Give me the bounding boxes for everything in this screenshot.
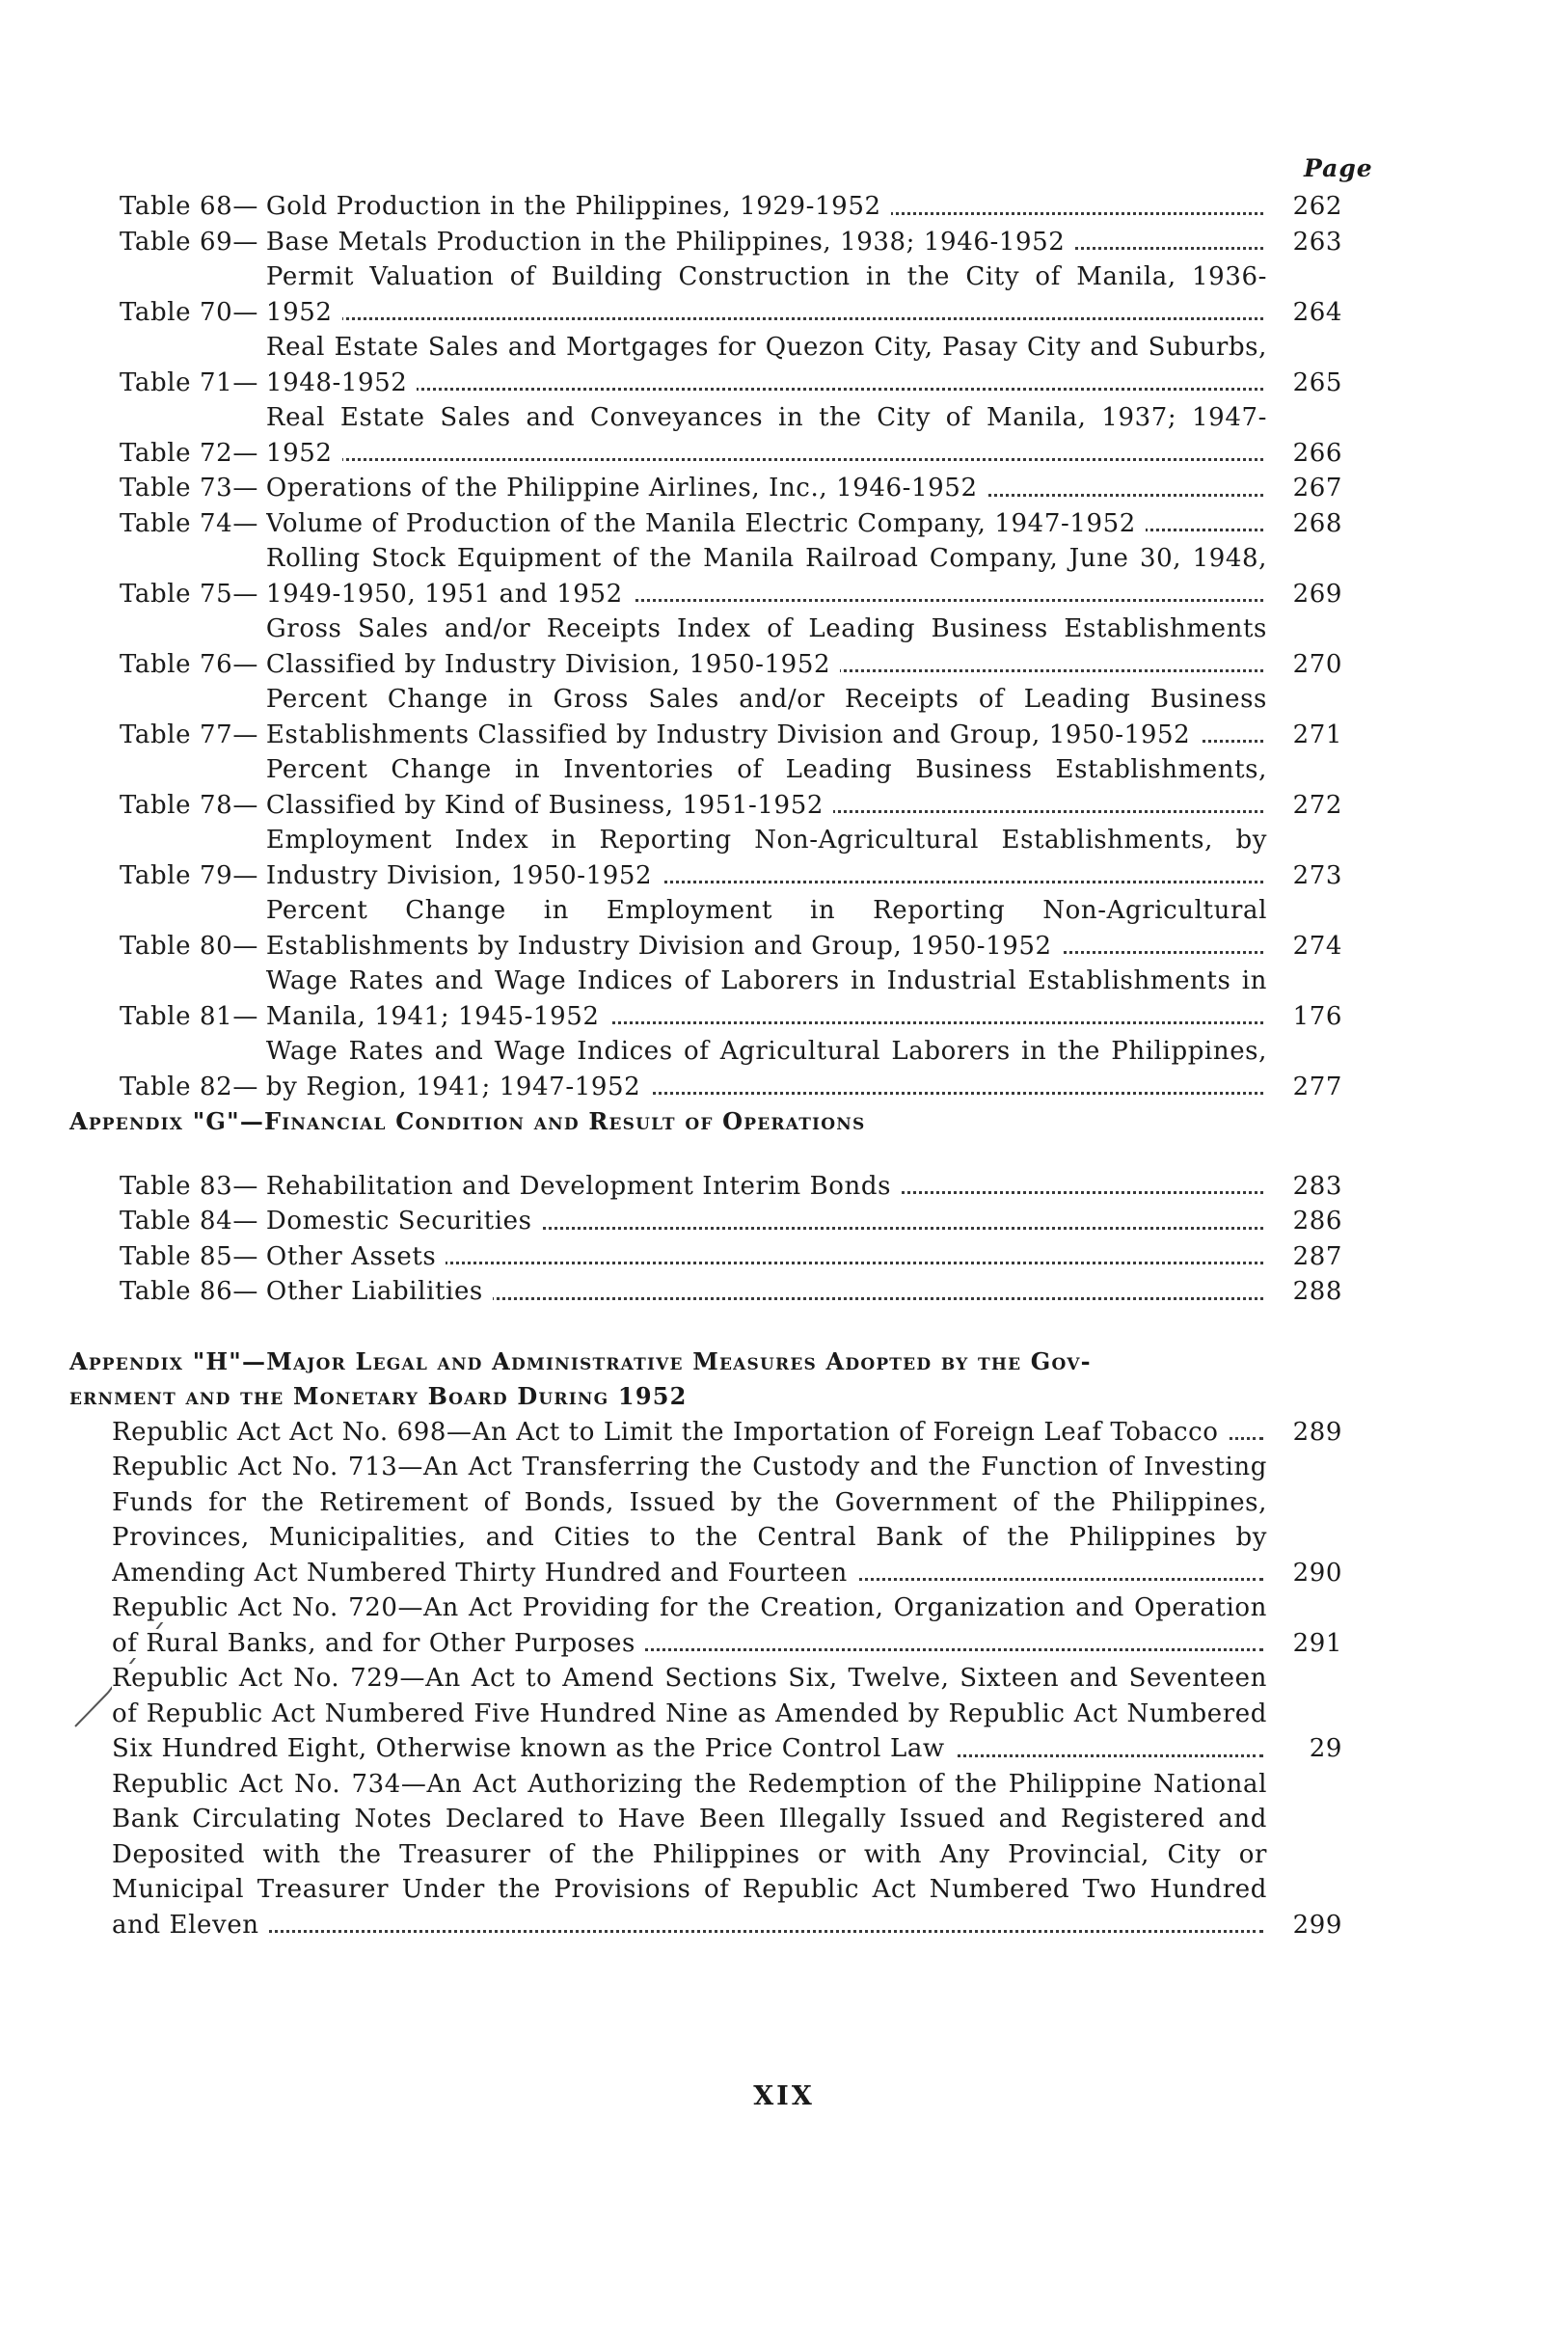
entry-label: Table 80—: [120, 931, 258, 961]
entry-title: Domestic Securities: [266, 1207, 542, 1236]
entry-description: [266, 259, 1267, 330]
table-entry: [69, 752, 1342, 823]
entry-label: Table 74—: [120, 508, 258, 538]
entry-text-wrap: [266, 259, 1267, 330]
entry-text-wrap: [266, 189, 1267, 225]
act-entry: [69, 1415, 1342, 1451]
entry-label: Table 73—: [120, 474, 258, 503]
act-entry: [69, 1661, 1342, 1767]
entry-text-wrap: [266, 1204, 1267, 1239]
entry-label: Table 79—: [120, 860, 258, 890]
table-entry: [69, 189, 1342, 225]
entry-page-number: 269: [1292, 579, 1342, 609]
entry-description: [266, 1274, 1267, 1310]
appendix-g-list: [69, 1169, 1342, 1310]
entry-description: [266, 189, 1267, 225]
entry-text-wrap: [266, 1169, 1267, 1205]
table-entry: [69, 225, 1342, 260]
entry-text-wrap: [112, 1450, 1267, 1590]
entry-page-number: 267: [1292, 474, 1342, 503]
entry-title: Wage Rates and Wage Indices of Laborers in Industrial Establishments in Manila, 1941; 1945-1952: [265, 966, 1267, 1031]
entry-label: Table 68—: [120, 192, 258, 221]
entry-title: Real Estate Sales and Conveyances in the City of Manila, 1937; 1947-1952: [265, 403, 1267, 468]
entry-text-wrap: [266, 752, 1267, 823]
table-entry: [69, 541, 1342, 611]
entry-description: [266, 506, 1267, 542]
entry-description: [112, 1590, 1267, 1661]
entry-page-number: 277: [1292, 1072, 1342, 1101]
entry-text-wrap: [266, 400, 1267, 471]
entry-page-number: 176: [1292, 1001, 1342, 1031]
entry-title: Gross Sales and/or Receipts Index of Leading Business Establishments Classified by Industry Division, 1950-1952: [265, 614, 1267, 679]
entry-description: [112, 1661, 1267, 1767]
entry-page-number: 29: [1309, 1734, 1342, 1763]
entry-label: Table 86—: [120, 1277, 258, 1306]
entry-page-number: 262: [1292, 192, 1342, 221]
entry-page-number: 265: [1292, 367, 1342, 397]
entry-title: Percent Change in Inventories of Leading Business Establishments, Classified by Kind of Business, 1951-1952: [265, 755, 1267, 820]
table-entry: [69, 471, 1342, 506]
entry-page-number: 291: [1292, 1628, 1342, 1658]
table-entry: [69, 1239, 1342, 1275]
table-entry: [69, 682, 1342, 752]
entry-title: Rehabilitation and Development Interim Bonds: [266, 1172, 901, 1201]
act-entry: [69, 1767, 1342, 1943]
entry-title: Percent Change in Gross Sales and/or Receipts of Leading Business Establishments Classified by Industry Division and Group, 1950-1952: [265, 685, 1267, 749]
entry-page-number: 289: [1292, 1417, 1342, 1447]
entry-label: Table 83—: [120, 1171, 258, 1201]
entry-text-wrap: [266, 823, 1267, 893]
entry-title: Republic Act No. 734—An Act Authorizing the Redemption of the Philippine National Bank Circulating Notes Declared to Have Been Illegally Issued and Registered and Deposited with the Treasurer of the Philippines or with Any Provincial, City or Municipal Treasurer Under the Provisions of Republic Act Numbered Two Hundred and Eleven: [112, 1769, 1267, 1940]
entry-page-number: 287: [1292, 1241, 1342, 1271]
entry-title: Republic Act No. 729—An Act to Amend Sections Six, Twelve, Sixteen and Seventeen of Republic Act Numbered Five Hundred Nine as Amended by Republic Act Numbered Six Hundred Eight, Otherwise known as the Price Control Law: [112, 1664, 1267, 1763]
entry-page-number: 268: [1292, 508, 1342, 538]
entry-page-number: 263: [1292, 227, 1342, 257]
appendix-g-heading: Appendix "G"—Financial Condition and Result of Operations: [69, 1107, 866, 1135]
entry-description: [266, 330, 1267, 400]
entry-description: [266, 682, 1267, 752]
table-entry: [69, 823, 1342, 893]
entry-description: [112, 1767, 1267, 1943]
entry-label: Table 82—: [120, 1072, 258, 1101]
entry-description: [266, 541, 1267, 611]
table-entry: [69, 893, 1342, 964]
entry-label: Table 75—: [120, 579, 258, 609]
entry-page-number: 271: [1292, 720, 1342, 749]
entry-description: [266, 1034, 1267, 1104]
table-entry: [69, 259, 1342, 330]
entry-text-wrap: [112, 1661, 1267, 1767]
table-entry: [69, 611, 1342, 682]
entry-text-wrap: [112, 1590, 1267, 1661]
entry-title: Volume of Production of the Manila Electric Company, 1947-1952: [266, 509, 1146, 538]
entry-title: Republic Act No. 713—An Act Transferring the Custody and the Function of Investing Funds for the Retirement of Bonds, Issued by the Government of the Philippines, Provinces, Municipalities, and Cities to the Central Bank of the Philippines by Amending Act Numbered Thirty Hundred and Fourteen: [112, 1453, 1267, 1588]
entry-description: [266, 893, 1267, 964]
table-entry: [69, 964, 1342, 1034]
entry-label: Table 70—: [120, 297, 258, 327]
entry-page-number: 270: [1292, 649, 1342, 679]
entry-text-wrap: [266, 225, 1267, 260]
contents-list: [69, 189, 1342, 1942]
tables-section: [69, 189, 1342, 1104]
entry-title: Operations of the Philippine Airlines, Inc., 1946-1952: [266, 474, 987, 503]
entry-description: [266, 225, 1267, 260]
entry-description: [266, 611, 1267, 682]
entry-text-wrap: [266, 611, 1267, 682]
entry-label: Table 78—: [120, 790, 258, 820]
entry-page-number: 272: [1292, 790, 1342, 820]
entry-label: Table 77—: [120, 720, 258, 749]
entry-label: Table 85—: [120, 1241, 258, 1271]
table-entry: [69, 1169, 1342, 1205]
appendix-h-title-cont: ernment and the Monetary Board During 1952: [69, 1382, 688, 1410]
entry-description: [266, 1204, 1267, 1239]
entry-description: [266, 752, 1267, 823]
entry-page-number: 288: [1292, 1277, 1342, 1306]
entry-text-wrap: [266, 330, 1267, 400]
entry-label: Table 69—: [120, 227, 258, 257]
entry-text-wrap: [266, 1239, 1267, 1275]
entry-page-number: 264: [1292, 297, 1342, 327]
entry-text-wrap: [266, 964, 1267, 1034]
entry-title: Employment Index in Reporting Non-Agricultural Establishments, by Industry Division, 1950-1952: [265, 826, 1267, 890]
entry-title: Other Liabilities: [266, 1277, 493, 1306]
entry-text-wrap: [112, 1767, 1267, 1943]
appendix-h-list: [69, 1415, 1342, 1943]
entry-title: Gold Production in the Philippines, 1929-1952: [266, 192, 891, 221]
entry-page-number: 274: [1292, 931, 1342, 961]
entry-title: Base Metals Production in the Philippines, 1938; 1946-1952: [266, 228, 1075, 257]
entry-text-wrap: [266, 506, 1267, 542]
appendix-h-heading: [69, 1345, 1342, 1415]
entry-label: Table 71—: [120, 367, 258, 397]
entry-description: [266, 471, 1267, 506]
entry-page-number: 286: [1292, 1207, 1342, 1236]
entry-title: Republic Act No. 720—An Act Providing for the Creation, Organization and Operation of Rural Banks, and for Other Purposes: [112, 1593, 1267, 1658]
entry-description: [266, 1169, 1267, 1205]
table-entry: [69, 1274, 1342, 1310]
entry-label: Table 81—: [120, 1001, 258, 1031]
entry-description: [266, 400, 1267, 471]
entry-title: Republic Act Act No. 698—An Act to Limit the Importation of Foreign Leaf Tobacco: [112, 1418, 1229, 1447]
entry-text-wrap: [266, 682, 1267, 752]
entry-title: Percent Change in Employment in Reporting Non-Agricultural Establishments by Industry Division and Group, 1950-1952: [265, 896, 1267, 961]
entry-page-number: 299: [1292, 1910, 1342, 1940]
entry-title: Permit Valuation of Building Construction in the City of Manila, 1936-1952: [265, 262, 1267, 327]
entry-text-wrap: [266, 1274, 1267, 1310]
table-entry: [69, 330, 1342, 400]
table-entry: [69, 1034, 1342, 1104]
appendix-h-title: Appendix "H"—Major Legal and Administrative Measures Adopted by the Gov-: [69, 1346, 1092, 1375]
entry-description: [112, 1450, 1267, 1590]
entry-text-wrap: [266, 1034, 1267, 1104]
entry-text-wrap: [266, 541, 1267, 611]
page-column-header: Page: [1304, 154, 1373, 182]
entry-title: Wage Rates and Wage Indices of Agricultural Laborers in the Philippines, by Region, 1941; 1947-1952: [265, 1037, 1267, 1101]
entry-description: [266, 964, 1267, 1034]
entry-text-wrap: [112, 1415, 1267, 1451]
entry-label: Table 84—: [120, 1207, 258, 1236]
entry-description: [266, 1239, 1267, 1275]
entry-title: Rolling Stock Equipment of the Manila Railroad Company, June 30, 1948, 1949-1950, 1951 and 1952: [265, 544, 1267, 609]
entry-title: Other Assets: [266, 1242, 446, 1271]
entry-description: [266, 823, 1267, 893]
act-entry: [69, 1590, 1342, 1661]
entry-label: Table 76—: [120, 649, 258, 679]
table-entry: [69, 400, 1342, 471]
entry-label: Table 72—: [120, 438, 258, 468]
entry-description: [112, 1415, 1267, 1451]
entry-text-wrap: [266, 471, 1267, 506]
entry-page-number: 273: [1292, 860, 1342, 890]
entry-text-wrap: [266, 893, 1267, 964]
entry-page-number: 283: [1292, 1171, 1342, 1201]
page-folio: XIX: [753, 2081, 815, 2111]
table-entry: [69, 1204, 1342, 1239]
entry-page-number: 290: [1292, 1558, 1342, 1588]
act-entry: [69, 1450, 1342, 1590]
entry-title: Real Estate Sales and Mortgages for Quezon City, Pasay City and Suburbs, 1948-1952: [265, 333, 1267, 397]
entry-page-number: 266: [1292, 438, 1342, 468]
table-entry: [69, 506, 1342, 542]
